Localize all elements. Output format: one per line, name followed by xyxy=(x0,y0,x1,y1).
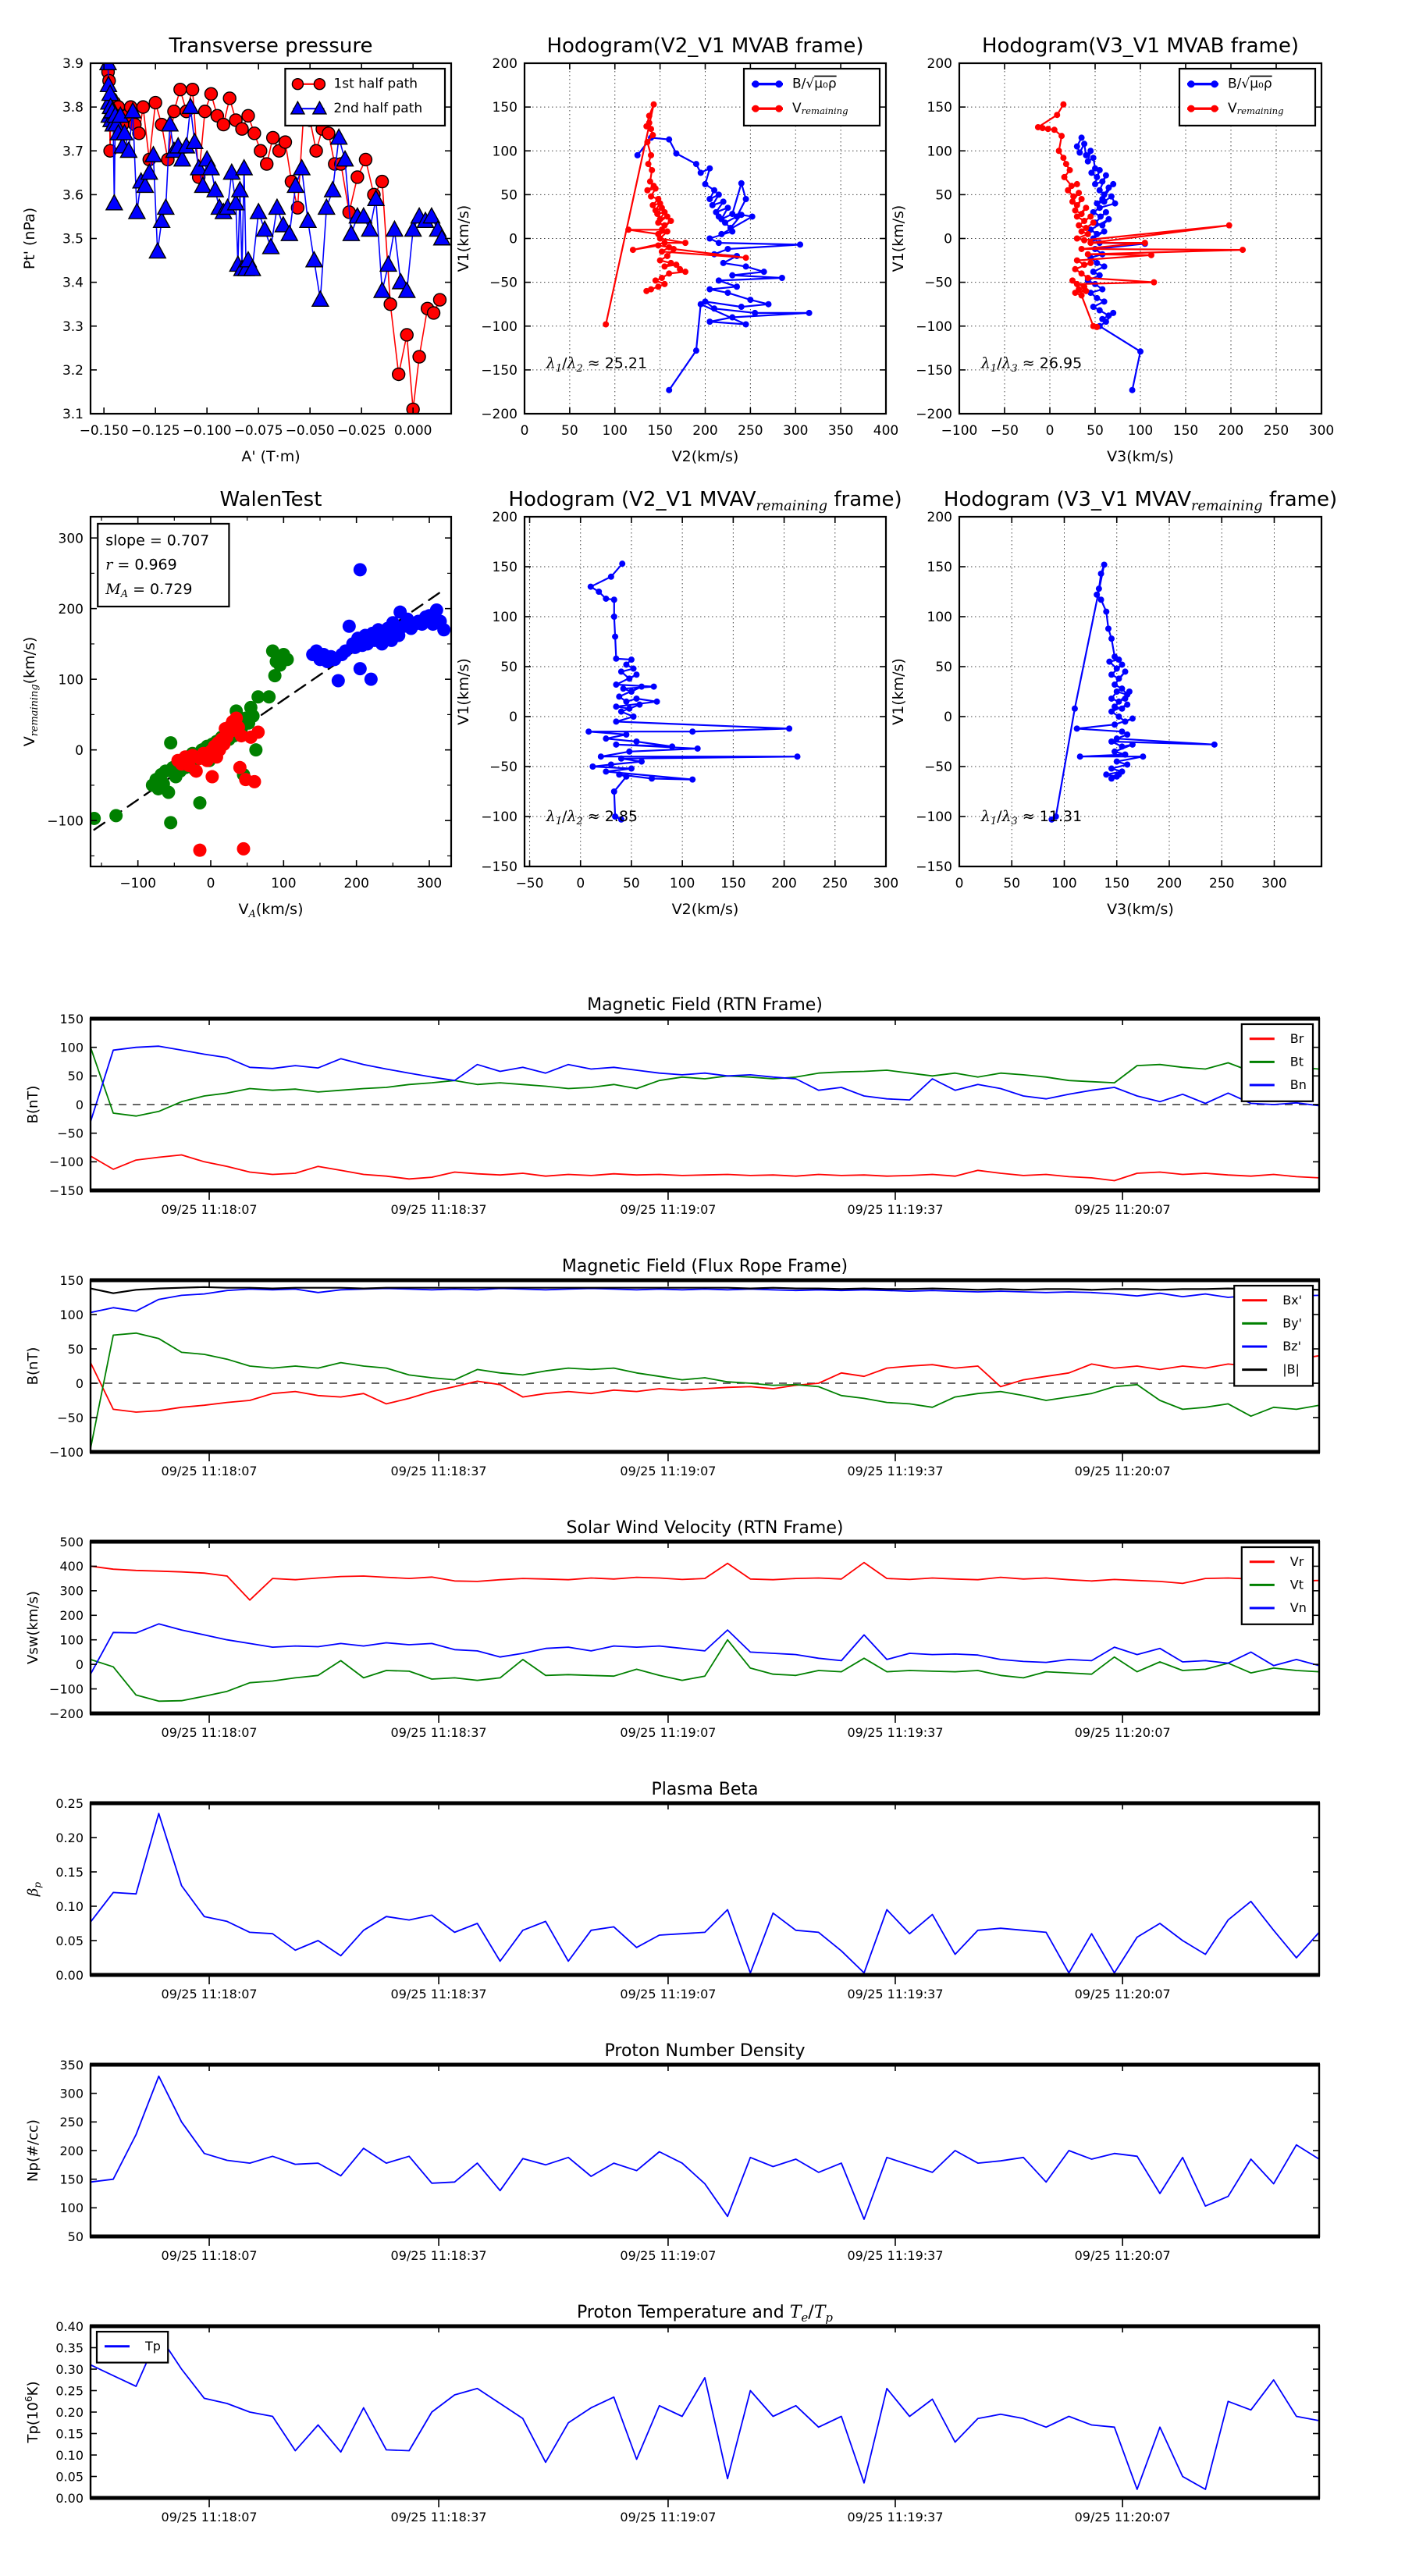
proton-temperature-legend xyxy=(97,2332,168,2363)
svg-text:3.7: 3.7 xyxy=(62,144,84,160)
hodogram-v3v1-mvav-xlabel: V3(km/s) xyxy=(1107,901,1174,918)
svg-text:200: 200 xyxy=(343,876,369,891)
proton-number-density-ylabel: Np(#/cc) xyxy=(25,2119,41,2182)
svg-text:100: 100 xyxy=(59,1632,84,1648)
svg-text:−100: −100 xyxy=(916,318,952,335)
magnetic-field-rtn-ylabel: B(nT) xyxy=(25,1085,41,1124)
svg-text:−100: −100 xyxy=(49,1681,84,1697)
svg-text:100: 100 xyxy=(669,876,695,891)
svg-text:09/25 11:19:37: 09/25 11:19:37 xyxy=(847,2248,944,2263)
svg-text:Br: Br xyxy=(1289,1030,1304,1046)
svg-text:λ1/λ2 ≈ 2.85: $\lambda_1/\lambda_2 \approx 2.85$ xyxy=(546,807,638,827)
svg-text:100: 100 xyxy=(59,2201,84,2216)
svg-text:150: 150 xyxy=(492,100,518,116)
svg-text:200: 200 xyxy=(59,1608,84,1624)
svg-text:0.20: 0.20 xyxy=(55,2404,84,2420)
svg-text:250: 250 xyxy=(738,423,763,439)
svg-text:09/25 11:19:37: 09/25 11:19:37 xyxy=(847,1987,944,2001)
svg-text:09/25 11:18:37: 09/25 11:18:37 xyxy=(390,1202,487,1217)
panel-plasma-beta xyxy=(25,1780,1320,2001)
proton-temperature-ylabel: $Tp(10^6K)$ xyxy=(23,2381,41,2443)
svg-text:B/√μ₀ρ: B/√μ₀ρ xyxy=(792,76,837,92)
svg-text:09/25 11:18:37: 09/25 11:18:37 xyxy=(390,1464,487,1478)
svg-text:350: 350 xyxy=(59,2057,84,2073)
svg-text:0: 0 xyxy=(520,423,529,439)
hodogram-v2v1-mvab-ylabel: V1(km/s) xyxy=(455,205,472,272)
svg-text:09/25 11:19:07: 09/25 11:19:07 xyxy=(620,1987,717,2001)
svg-text:−0.125: −0.125 xyxy=(130,423,180,439)
svg-text:2nd half path: 2nd half path xyxy=(333,101,423,117)
svg-text:0.30: 0.30 xyxy=(55,2361,84,2377)
svg-text:0.05: 0.05 xyxy=(55,1933,84,1948)
hodogram-v3v1-mvab-title: Hodogram(V3_V1 MVAB frame) xyxy=(981,34,1300,58)
svg-text:−100: −100 xyxy=(481,318,518,335)
svg-text:09/25 11:19:07: 09/25 11:19:07 xyxy=(620,2248,717,2263)
svg-text:0.15: 0.15 xyxy=(55,2426,84,2442)
panel-hodogram-v3v1-mvav xyxy=(890,488,1337,918)
walen-test-ylabel: $V_{remaining}(km/s)$ xyxy=(21,636,41,747)
svg-text:09/25 11:18:37: 09/25 11:18:37 xyxy=(390,2510,487,2524)
svg-text:0: 0 xyxy=(75,742,84,759)
svg-text:50: 50 xyxy=(1003,876,1021,891)
svg-text:0: 0 xyxy=(75,1375,84,1391)
svg-text:200: 200 xyxy=(492,510,518,526)
svg-text:200: 200 xyxy=(692,423,718,439)
svg-text:150: 150 xyxy=(927,100,952,116)
svg-text:150: 150 xyxy=(492,560,518,576)
hodogram-v2v1-mvab-title: Hodogram(V2_V1 MVAB frame) xyxy=(546,34,864,58)
svg-text:Bz': Bz' xyxy=(1282,1338,1301,1354)
svg-text:50: 50 xyxy=(935,187,952,204)
svg-text:Vr: Vr xyxy=(1289,1553,1304,1569)
svg-text:λ1/λ3 ≈ 26.95: $\lambda_1/\lambda_3 \approx 26.95$ xyxy=(980,354,1083,375)
svg-text:300: 300 xyxy=(59,2086,84,2101)
series-V-remaining xyxy=(585,560,800,823)
svg-text:150: 150 xyxy=(59,1272,84,1288)
svg-text:200: 200 xyxy=(927,510,952,526)
svg-text:09/25 11:18:07: 09/25 11:18:07 xyxy=(161,2510,258,2524)
svg-text:09/25 11:19:07: 09/25 11:19:07 xyxy=(620,1202,717,1217)
hodogram-v2v1-mvab-legend xyxy=(744,69,880,126)
svg-text:100: 100 xyxy=(271,876,297,891)
svg-text:0: 0 xyxy=(944,231,952,247)
svg-text:0.20: 0.20 xyxy=(55,1830,84,1845)
svg-text:−100: −100 xyxy=(941,423,978,439)
transverse-pressure-xlabel: A' (T·m) xyxy=(241,448,301,465)
svg-text:300: 300 xyxy=(873,876,899,891)
svg-text:100: 100 xyxy=(602,423,628,439)
series-Vr xyxy=(91,1563,1319,1600)
svg-text:1st half path: 1st half path xyxy=(333,76,418,92)
series-Np xyxy=(91,2076,1319,2219)
svg-text:0: 0 xyxy=(955,876,964,891)
series-B-alfven xyxy=(635,134,813,393)
svg-text:−50: −50 xyxy=(924,760,952,776)
svg-text:−0.075: −0.075 xyxy=(233,423,283,439)
svg-text:09/25 11:20:07: 09/25 11:20:07 xyxy=(1074,1725,1171,1740)
svg-text:100: 100 xyxy=(59,1307,84,1322)
svg-text:09/25 11:18:07: 09/25 11:18:07 xyxy=(161,2248,258,2263)
svg-text:0.15: 0.15 xyxy=(55,1864,84,1880)
svg-text:0.00: 0.00 xyxy=(55,2490,84,2506)
svg-text:300: 300 xyxy=(783,423,809,439)
svg-text:200: 200 xyxy=(927,56,952,73)
svg-text:100: 100 xyxy=(1051,876,1077,891)
svg-text:09/25 11:20:07: 09/25 11:20:07 xyxy=(1074,1202,1171,1217)
svg-text:0.00: 0.00 xyxy=(55,1967,84,1983)
svg-text:0: 0 xyxy=(509,710,518,726)
svg-text:350: 350 xyxy=(827,423,854,439)
svg-text:100: 100 xyxy=(1127,423,1154,439)
plasma-beta-title: Plasma Beta xyxy=(651,1780,759,1799)
svg-text:300: 300 xyxy=(1261,876,1287,891)
hodogram-v3v1-mvav-title: Hodogram (V3_V1 $MVAV_{remaining}$ frame) xyxy=(943,488,1338,514)
svg-text:Bt: Bt xyxy=(1289,1053,1304,1069)
walen-test-xlabel: $V_A(km/s)$ xyxy=(238,901,304,921)
svg-text:100: 100 xyxy=(492,144,518,160)
svg-text:3.4: 3.4 xyxy=(62,275,84,291)
panel-hodogram-v3v1-mvab xyxy=(890,34,1334,465)
magnetic-field-flux-rope-legend xyxy=(1234,1286,1313,1386)
svg-text:09/25 11:18:07: 09/25 11:18:07 xyxy=(161,1725,258,1740)
svg-text:−50: −50 xyxy=(489,760,518,776)
svg-text:−50: −50 xyxy=(515,876,544,891)
hodogram-v3v1-mvab-xlabel: V3(km/s) xyxy=(1107,448,1174,465)
svg-text:09/25 11:18:07: 09/25 11:18:07 xyxy=(161,1987,258,2001)
svg-text:50: 50 xyxy=(1087,423,1104,439)
series-green-points xyxy=(87,644,293,829)
svg-text:09/25 11:19:37: 09/25 11:19:37 xyxy=(847,1725,944,1740)
svg-text:Vt: Vt xyxy=(1289,1576,1304,1592)
walen-test-title: WalenTest xyxy=(219,488,322,511)
svg-text:−50: −50 xyxy=(57,1126,84,1141)
svg-text:−100: −100 xyxy=(481,809,518,826)
svg-text:0: 0 xyxy=(509,231,518,247)
svg-text:0: 0 xyxy=(75,1656,84,1672)
hodogram-v3v1-mvav-ylabel: V1(km/s) xyxy=(890,658,907,725)
svg-text:09/25 11:18:07: 09/25 11:18:07 xyxy=(161,1202,258,1217)
svg-text:150: 150 xyxy=(1104,876,1129,891)
hodogram-v2v1-mvav-xlabel: V2(km/s) xyxy=(671,901,739,918)
svg-text:150: 150 xyxy=(59,2172,84,2187)
transverse-pressure-ylabel: Pt' (nPa) xyxy=(21,207,38,270)
series-Bn xyxy=(91,1046,1319,1122)
svg-text:3.1: 3.1 xyxy=(62,407,84,423)
svg-text:09/25 11:19:07: 09/25 11:19:07 xyxy=(620,2510,717,2524)
svg-text:−0.100: −0.100 xyxy=(182,423,232,439)
svg-text:50: 50 xyxy=(67,2229,84,2244)
svg-text:Bx': Bx' xyxy=(1282,1292,1303,1308)
svg-text:3.3: 3.3 xyxy=(62,318,84,335)
svg-text:0.000: 0.000 xyxy=(393,423,432,439)
panel-solar-wind-velocity-rtn xyxy=(25,1518,1320,1740)
series-Tp xyxy=(91,2335,1319,2489)
svg-text:λ1/λ2 ≈ 25.21: $\lambda_1/\lambda_2 \approx 25.21$ xyxy=(546,354,648,375)
svg-text:0.35: 0.35 xyxy=(55,2340,84,2356)
svg-text:By': By' xyxy=(1282,1315,1303,1330)
svg-text:0.25: 0.25 xyxy=(55,1795,84,1811)
solar-wind-velocity-rtn-ylabel: Vsw(km/s) xyxy=(25,1591,41,1664)
magnetic-field-flux-rope-title: Magnetic Field (Flux Rope Frame) xyxy=(561,1257,848,1276)
panel-transverse-pressure xyxy=(21,34,451,465)
panel-magnetic-field-flux-rope xyxy=(25,1257,1320,1478)
svg-text:150: 150 xyxy=(647,423,673,439)
svg-text:200: 200 xyxy=(59,2143,84,2158)
svg-text:slope = 0.707: slope = 0.707 xyxy=(105,532,210,550)
svg-text:0: 0 xyxy=(206,876,215,891)
svg-text:0: 0 xyxy=(75,1097,84,1112)
panel-magnetic-field-rtn xyxy=(25,995,1320,1217)
svg-text:−50: −50 xyxy=(924,275,952,291)
hodogram-v3v1-mvab-ylabel: V1(km/s) xyxy=(890,205,907,272)
svg-text:300: 300 xyxy=(58,531,84,547)
svg-text:100: 100 xyxy=(927,144,952,160)
magnetic-field-flux-rope-ylabel: B(nT) xyxy=(25,1347,41,1386)
svg-text:−200: −200 xyxy=(916,407,952,423)
svg-text:−200: −200 xyxy=(49,1706,84,1721)
svg-text:0.25: 0.25 xyxy=(55,2383,84,2399)
svg-text:3.6: 3.6 xyxy=(62,187,84,204)
magnetic-field-rtn-legend xyxy=(1242,1024,1313,1101)
svg-text:150: 150 xyxy=(927,560,952,576)
svg-text:09/25 11:18:37: 09/25 11:18:37 xyxy=(390,2248,487,2263)
svg-text:r = 0.969: r = 0.969 xyxy=(105,556,177,574)
svg-text:50: 50 xyxy=(561,423,578,439)
svg-text:09/25 11:18:37: 09/25 11:18:37 xyxy=(390,1987,487,2001)
series-By' xyxy=(91,1333,1319,1449)
svg-text:3.8: 3.8 xyxy=(62,100,84,116)
svg-text:−150: −150 xyxy=(916,859,952,876)
series-V-remaining xyxy=(1048,561,1217,822)
hodogram-v2v1-mvav-ylabel: V1(km/s) xyxy=(455,658,472,725)
series-Vn xyxy=(91,1624,1319,1674)
svg-text:400: 400 xyxy=(873,423,899,439)
svg-text:09/25 11:18:37: 09/25 11:18:37 xyxy=(390,1725,487,1740)
svg-text:MA = 0.729: $M_A = 0.729$ xyxy=(105,581,193,601)
hodogram-v3v1-mvab-legend xyxy=(1179,69,1315,126)
svg-text:150: 150 xyxy=(1172,423,1199,439)
svg-text:50: 50 xyxy=(500,187,518,204)
svg-text:−150: −150 xyxy=(481,362,518,379)
svg-text:100: 100 xyxy=(59,1040,84,1055)
transverse-pressure-title: Transverse pressure xyxy=(169,34,373,58)
svg-text:0.05: 0.05 xyxy=(55,2469,84,2485)
svg-text:09/25 11:19:37: 09/25 11:19:37 xyxy=(847,1464,944,1478)
transverse-pressure-legend xyxy=(285,69,445,126)
svg-text:0: 0 xyxy=(1045,423,1055,439)
svg-text:λ1/λ3 ≈ 11.31: $\lambda_1/\lambda_3 \approx 11.31$ xyxy=(980,807,1083,827)
svg-text:−0.150: −0.150 xyxy=(79,423,129,439)
svg-text:150: 150 xyxy=(720,876,746,891)
svg-text:200: 200 xyxy=(1218,423,1244,439)
svg-text:Vremaining: $V_{remaining}$ xyxy=(1228,101,1284,117)
svg-text:−100: −100 xyxy=(49,1155,84,1170)
hodogram-v2v1-mvab-xlabel: V2(km/s) xyxy=(671,448,739,465)
panel-hodogram-v2v1-mvav xyxy=(455,488,902,918)
svg-text:200: 200 xyxy=(1156,876,1183,891)
svg-text:250: 250 xyxy=(822,876,848,891)
panel-proton-number-density xyxy=(25,2041,1320,2263)
series-Bx' xyxy=(91,1356,1319,1412)
series-Bt xyxy=(91,1048,1319,1116)
svg-text:Vn: Vn xyxy=(1289,1599,1307,1615)
solar-wind-velocity-rtn-title: Solar Wind Velocity (RTN Frame) xyxy=(566,1518,844,1538)
svg-text:200: 200 xyxy=(771,876,797,891)
svg-text:09/25 11:19:07: 09/25 11:19:07 xyxy=(620,1464,717,1478)
svg-text:−100: −100 xyxy=(49,1444,84,1460)
svg-text:−100: −100 xyxy=(119,876,157,891)
svg-text:200: 200 xyxy=(492,56,518,73)
svg-text:0: 0 xyxy=(576,876,585,891)
svg-text:100: 100 xyxy=(492,610,518,626)
svg-text:Bn: Bn xyxy=(1289,1076,1307,1092)
svg-text:100: 100 xyxy=(927,610,952,626)
svg-text:−150: −150 xyxy=(481,859,518,876)
svg-text:−50: −50 xyxy=(489,275,518,291)
svg-text:300: 300 xyxy=(59,1583,84,1599)
svg-text:50: 50 xyxy=(500,660,518,676)
svg-text:300: 300 xyxy=(1308,423,1335,439)
plasma-beta-ylabel: $\beta_p$ xyxy=(25,1881,43,1897)
svg-text:50: 50 xyxy=(67,1341,84,1357)
svg-text:−0.025: −0.025 xyxy=(336,423,386,439)
series-Bz' xyxy=(91,1289,1319,1313)
hodogram-v2v1-mvav-title: Hodogram (V2_V1 $MVAV_{remaining}$ frame) xyxy=(508,488,902,514)
svg-text:250: 250 xyxy=(59,2115,84,2130)
svg-text:09/25 11:18:07: 09/25 11:18:07 xyxy=(161,1464,258,1478)
svg-text:09/25 11:20:07: 09/25 11:20:07 xyxy=(1074,2510,1171,2524)
series-Br xyxy=(91,1155,1319,1181)
svg-text:−0.050: −0.050 xyxy=(285,423,335,439)
svg-text:09/25 11:19:37: 09/25 11:19:37 xyxy=(847,1202,944,1217)
svg-text:09/25 11:19:37: 09/25 11:19:37 xyxy=(847,2510,944,2524)
panel-hodogram-v2v1-mvab xyxy=(455,34,898,465)
svg-text:300: 300 xyxy=(416,876,443,891)
svg-text:100: 100 xyxy=(58,672,84,688)
proton-number-density-title: Proton Number Density xyxy=(604,2041,806,2061)
panel-proton-temperature xyxy=(23,2303,1320,2524)
svg-text:−100: −100 xyxy=(47,813,84,830)
series-Vt xyxy=(91,1640,1319,1702)
svg-text:−100: −100 xyxy=(916,809,952,826)
svg-text:3.5: 3.5 xyxy=(62,231,84,247)
svg-text:−150: −150 xyxy=(916,362,952,379)
svg-text:50: 50 xyxy=(67,1069,84,1084)
svg-text:B/√μ₀ρ: B/√μ₀ρ xyxy=(1228,76,1272,92)
svg-text:150: 150 xyxy=(59,1011,84,1026)
svg-text:3.2: 3.2 xyxy=(62,362,84,379)
svg-text:−200: −200 xyxy=(481,407,518,423)
svg-text:200: 200 xyxy=(58,601,84,617)
svg-text:09/25 11:20:07: 09/25 11:20:07 xyxy=(1074,1464,1171,1478)
svg-text:250: 250 xyxy=(1209,876,1235,891)
svg-text:−50: −50 xyxy=(991,423,1019,439)
svg-text:0: 0 xyxy=(944,710,952,726)
svg-text:250: 250 xyxy=(1263,423,1289,439)
magnetic-field-rtn-title: Magnetic Field (RTN Frame) xyxy=(587,995,823,1015)
svg-text:−50: −50 xyxy=(57,1410,84,1425)
svg-text:50: 50 xyxy=(623,876,640,891)
svg-text:Tp: Tp xyxy=(145,2338,161,2354)
svg-text:−150: −150 xyxy=(49,1183,84,1198)
svg-text:09/25 11:19:07: 09/25 11:19:07 xyxy=(620,1725,717,1740)
svg-text:|B|: |B| xyxy=(1282,1361,1300,1377)
proton-temperature-title: Proton Temperature and $T_e/T_p$ xyxy=(577,2303,833,2325)
svg-text:0.10: 0.10 xyxy=(55,2447,84,2463)
svg-text:09/25 11:20:07: 09/25 11:20:07 xyxy=(1074,2248,1171,2263)
svg-text:400: 400 xyxy=(59,1559,84,1574)
svg-text:0.40: 0.40 xyxy=(55,2318,84,2334)
solar-wind-velocity-rtn-legend xyxy=(1242,1547,1313,1624)
svg-text:3.9: 3.9 xyxy=(62,56,84,73)
svg-text:09/25 11:20:07: 09/25 11:20:07 xyxy=(1074,1987,1171,2001)
panel-walen-test xyxy=(21,488,451,920)
svg-text:50: 50 xyxy=(935,660,952,676)
svg-text:500: 500 xyxy=(59,1534,84,1550)
svg-text:0.10: 0.10 xyxy=(55,1898,84,1914)
svg-text:Vremaining: $V_{remaining}$ xyxy=(792,101,848,117)
series-beta-p xyxy=(91,1813,1319,1973)
